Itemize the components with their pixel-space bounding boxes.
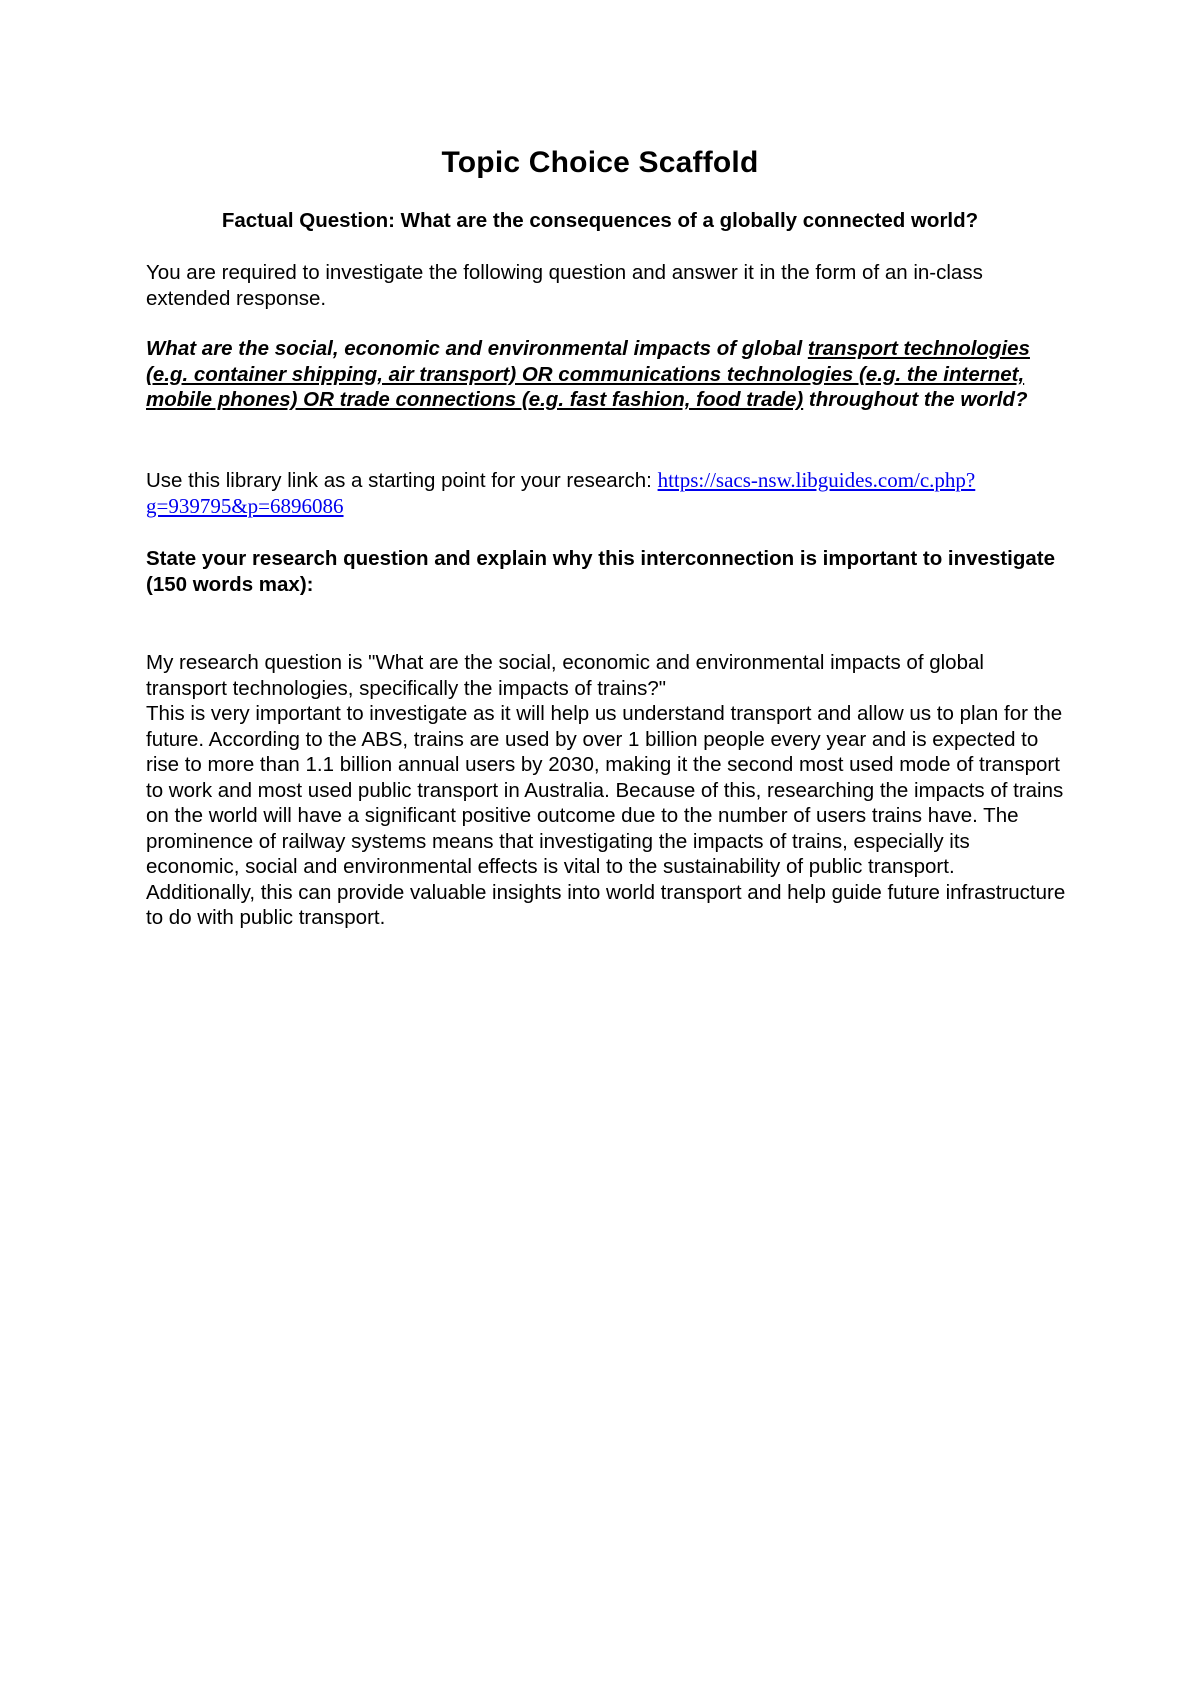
library-text: Use this library link as a starting point for your research: [146, 469, 658, 492]
library-paragraph [146, 468, 1066, 519]
answer-body: This is very important to investigate as it will help us understand transport and allow us to plan for the future. According to the ABS, trains are used by over 1 billion people every year and is expected to rise to more than 1.1 billion annual users by 2030, making it the second most used mode of transport to work and most used public transport in Australia. Because of this, researching the impacts of trains on the world will have a significant positive outcome due to the number of users trains have. The prominence of railway systems means that investigating the impacts of trains, especially its economic, social and environmental effects is vital to the sustainability of public transport. Additionally, this can provide valuable insights into world transport and help guide future infrastructure to do with public transport. [146, 702, 1066, 929]
answer-research-question: My research question is "What are the social, economic and environmental impacts of global transport technologies, specifically the impacts of trains?" [146, 651, 984, 700]
research-question-prompt [146, 336, 1066, 413]
factual-question: Factual Question: What are the consequences of a globally connected world? [221, 209, 979, 232]
question-text-start: What are the social, economic and environmental impacts of global [146, 337, 808, 360]
state-prompt: State your research question and explain why this interconnection is important to investigate (150 words max): [146, 547, 1056, 596]
question-text-end: throughout the world? [803, 388, 1028, 411]
question-text-underlined: transport technologies (e.g. container shipping, air transport) OR communications technologies (e.g. the internet, mobile phones) OR trade connections (e.g. fast fashion, food trade) [146, 337, 1030, 411]
library-link[interactable]: https://sacs-nsw.libguides.com/c.php?g=939795&p=6896086 [146, 468, 976, 518]
page-title: Topic Choice Scaffold [441, 146, 759, 179]
answer-block [146, 650, 1066, 931]
intro-paragraph: You are required to investigate the following question and answer it in the form of an in-class extended response. [146, 261, 983, 310]
